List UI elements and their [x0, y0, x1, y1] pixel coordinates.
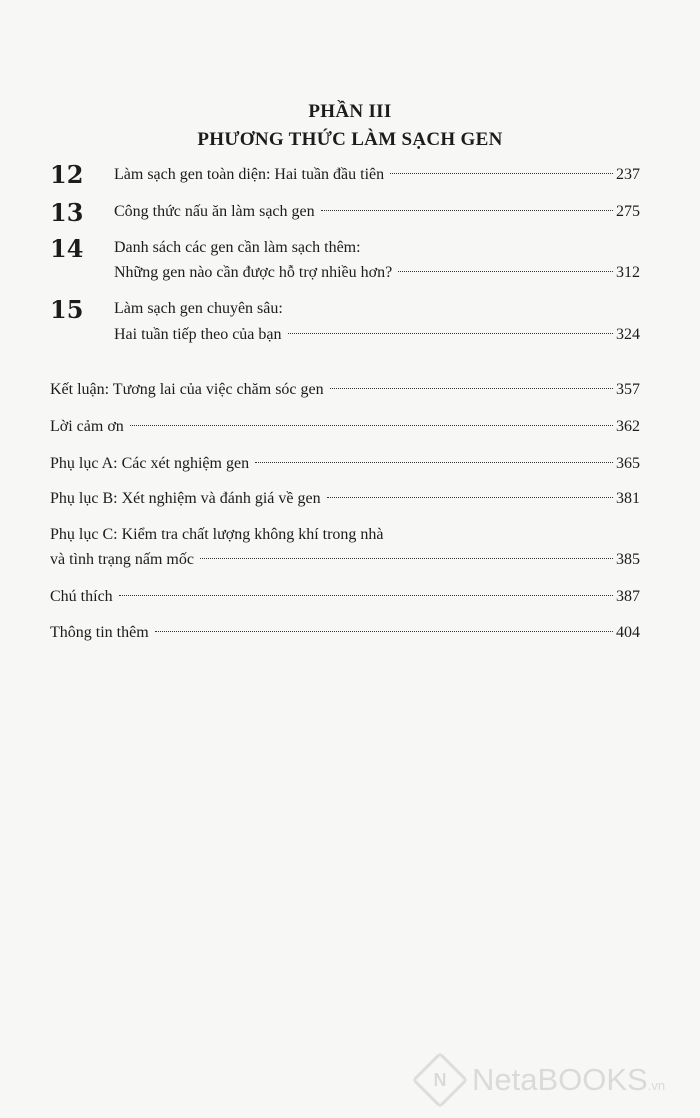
- dot-leader: [327, 497, 613, 498]
- dot-leader: [255, 462, 613, 463]
- toc-entry-page: 275: [616, 203, 640, 220]
- netabooks-logo-icon: [412, 1052, 469, 1109]
- toc-entry-appendix-c[interactable]: [50, 551, 640, 575]
- toc-entry-title: Danh sách các gen cần làm sạch thêm:: [114, 239, 361, 256]
- toc-entry-title: Làm sạch gen toàn diện: Hai tuần đầu tiên: [114, 166, 385, 183]
- dot-leader: [288, 333, 614, 334]
- toc-entry-appendix-b[interactable]: [50, 490, 640, 514]
- toc-entry-title-cont: Hai tuần tiếp theo của bạn: [114, 326, 282, 343]
- toc-entry-title: Phụ lục B: Xét nghiệm và đánh giá về gen: [50, 490, 321, 507]
- dot-leader: [119, 595, 613, 596]
- dot-leader: [398, 271, 613, 272]
- toc-entry-title-cont: Những gen nào cần được hỗ trợ nhiều hơn?: [114, 264, 393, 281]
- toc-entry-appendix-a[interactable]: [50, 455, 640, 479]
- toc-entry-title: Phụ lục A: Các xét nghiệm gen: [50, 455, 250, 472]
- toc-entry-page: 381: [616, 490, 640, 507]
- toc-entry-title-cont: và tình trạng nấm mốc: [50, 551, 194, 568]
- toc-entry-page: 385: [616, 551, 640, 568]
- toc-entry-chapter-13[interactable]: [114, 203, 640, 227]
- toc-entry-title: Lời cảm ơn: [50, 418, 124, 435]
- toc-entry-title: Làm sạch gen chuyên sâu:: [114, 300, 283, 317]
- logo-mark-letter: N: [433, 1069, 447, 1090]
- toc-entry-page: 312: [616, 264, 640, 281]
- toc-entry-chapter-12[interactable]: [114, 166, 640, 190]
- dot-leader: [200, 558, 613, 559]
- toc-entry-page: 387: [616, 588, 640, 605]
- netabooks-watermark: [420, 1056, 690, 1104]
- dot-leader: [321, 210, 613, 211]
- dot-leader: [330, 388, 613, 389]
- chapter-number: 15: [50, 295, 84, 324]
- toc-entry-title: Phụ lục C: Kiểm tra chất lượng không khí trong nhà: [50, 526, 384, 543]
- toc-entry-page: 365: [616, 455, 640, 472]
- toc-entry-title: Công thức nấu ăn làm sạch gen: [114, 203, 315, 220]
- toc-entry-conclusion[interactable]: [50, 381, 640, 405]
- toc-entry-title: Chú thích: [50, 588, 113, 605]
- toc-entry-more-info[interactable]: [50, 624, 640, 648]
- toc-entry-page: 362: [616, 418, 640, 435]
- part-label: PHẦN III: [308, 101, 392, 122]
- watermark-brand: NetaBOOKS: [472, 1062, 648, 1097]
- watermark-suffix: .vn: [647, 1078, 666, 1093]
- toc-entry-page: 357: [616, 381, 640, 398]
- chapter-number: 13: [50, 198, 84, 227]
- toc-entry-title: Kết luận: Tương lai của việc chăm sóc gen: [50, 381, 324, 398]
- dot-leader: [130, 425, 613, 426]
- toc-entry-page: 237: [616, 166, 640, 183]
- toc-entry-chapter-15[interactable]: [114, 326, 640, 350]
- watermark-text: [472, 1062, 665, 1098]
- toc-entry-page: 324: [616, 326, 640, 343]
- dot-leader: [390, 173, 613, 174]
- chapter-number: 12: [50, 160, 84, 189]
- dot-leader: [155, 631, 613, 632]
- toc-entry-acknowledgements[interactable]: [50, 418, 640, 442]
- toc-entry-page: 404: [616, 624, 640, 641]
- toc-entry-title: Thông tin thêm: [50, 624, 149, 641]
- toc-entry-chapter-14[interactable]: [114, 264, 640, 288]
- chapter-number: 14: [50, 234, 84, 263]
- part-title: PHƯƠNG THỨC LÀM SẠCH GEN: [197, 129, 503, 150]
- toc-entry-notes[interactable]: [50, 588, 640, 612]
